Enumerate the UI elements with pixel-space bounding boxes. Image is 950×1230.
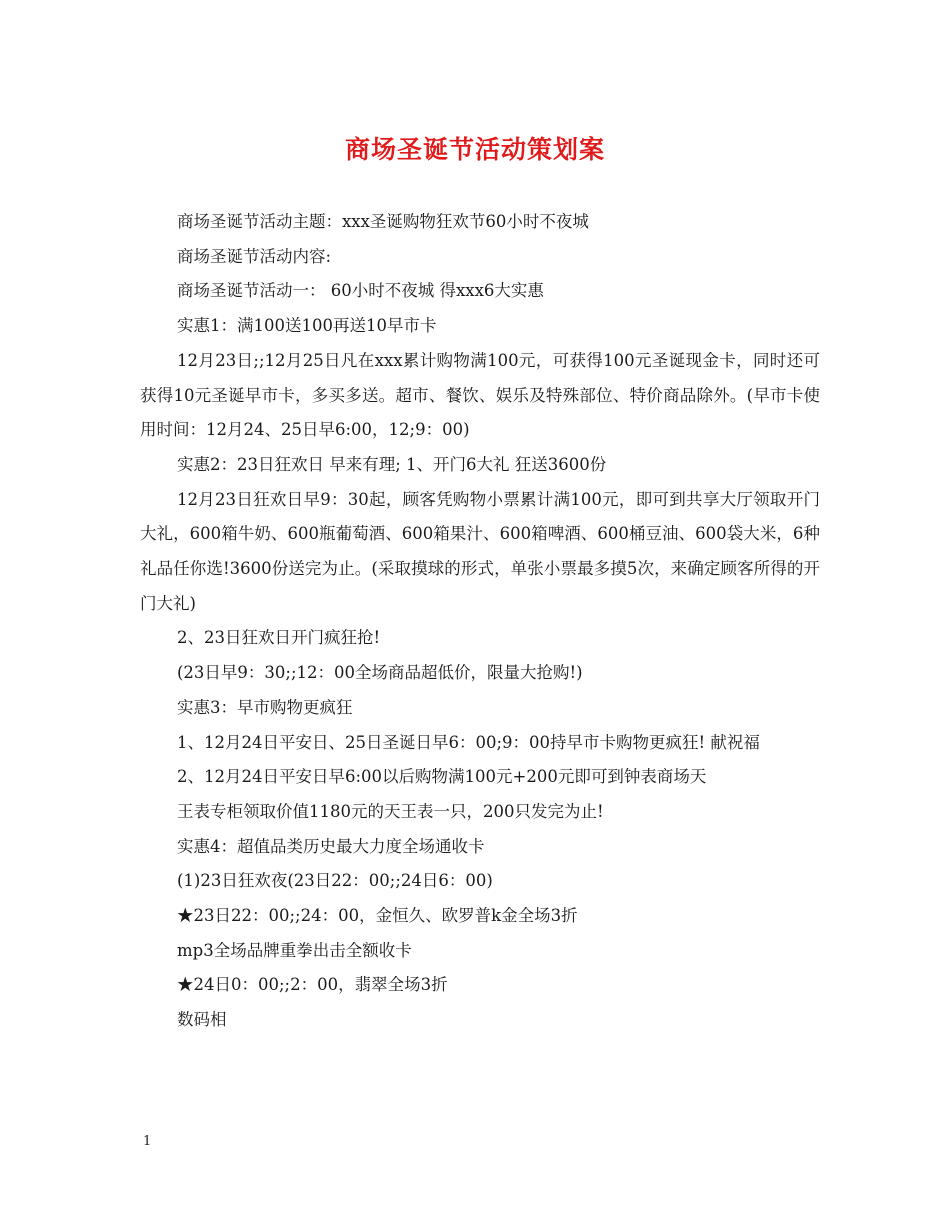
document-title: 商场圣诞节活动策划案 bbox=[344, 135, 605, 164]
paragraph-carnival-night: (1)23日狂欢夜(23日22：00;;24日6：00) bbox=[177, 871, 493, 891]
paragraph-jade-discount: ★24日0：00;;2：00，翡翠全场3折 bbox=[177, 975, 448, 995]
paragraph-benefit-3: 实惠3：早市购物更疯狂 bbox=[177, 697, 353, 717]
paragraph-digital: 数码相 bbox=[177, 1010, 227, 1030]
paragraph-opening-rush-time: (23日早9：30;;12：00全场商品超低价，限量大抢购!) bbox=[177, 663, 583, 683]
paragraph-activity-one: 商场圣诞节活动一： 60小时不夜城 得xxx6大实惠 bbox=[177, 281, 544, 301]
paragraph-benefit-3-item-2: 2、12月24日平安日早6:00以后购物满100元+200元即可到钟表商场天 bbox=[177, 767, 707, 787]
paragraph-benefit-3-item-2-cont: 王表专柜领取价值1180元的天王表一只，200只发完为止! bbox=[177, 801, 604, 821]
paragraph-benefit-2-details: 12月23日狂欢日早9：30起，顾客凭购物小票累计满100元，即可到共享大厅领取开门大礼，600箱牛奶、600瓶葡萄酒、600箱果汁、600箱啤酒、600桶豆油、600袋大米，6种礼品任你选!3600份送完为止。(采取摸球的形式，单张小票最多摸5次，来确定顾客所得的开门大礼) bbox=[140, 489, 820, 613]
paragraph-benefit-3-item-1: 1、12月24日平安日、25日圣诞日早6：00;9：00持早市卡购物更疯狂! 献祝福 bbox=[177, 732, 760, 752]
paragraph-mp3: mp3全场品牌重拳出击全额收卡 bbox=[177, 940, 412, 960]
paragraph-benefit-4: 实惠4：超值品类历史最大力度全场通收卡 bbox=[177, 836, 485, 856]
paragraph-theme: 商场圣诞节活动主题：xxx圣诞购物狂欢节60小时不夜城 bbox=[177, 212, 589, 231]
document-body bbox=[140, 205, 820, 1038]
paragraph-benefit-1: 实惠1：满100送100再送10早市卡 bbox=[177, 316, 437, 336]
paragraph-opening-rush: 2、23日狂欢日开门疯狂抢! bbox=[177, 628, 381, 648]
paragraph-benefit-1-details: 12月23日;;12月25日凡在xxx累计购物满100元，可获得100元圣诞现金卡，同时还可获得10元圣诞早市卡，多买多送。超市、餐饮、娱乐及特殊部位、特价商品除外。(早市卡使用时间：12月24、25日早6:00，12;9：00) bbox=[140, 350, 820, 440]
paragraph-gold-discount: ★23日22：00;;24：00，金恒久、欧罗普k金全场3折 bbox=[177, 906, 578, 926]
page-number: 1 bbox=[143, 1134, 152, 1149]
paragraph-benefit-2: 实惠2：23日狂欢日 早来有理; 1、开门6大礼 狂送3600份 bbox=[177, 454, 607, 474]
paragraph-content-heading: 商场圣诞节活动内容: bbox=[177, 246, 332, 266]
